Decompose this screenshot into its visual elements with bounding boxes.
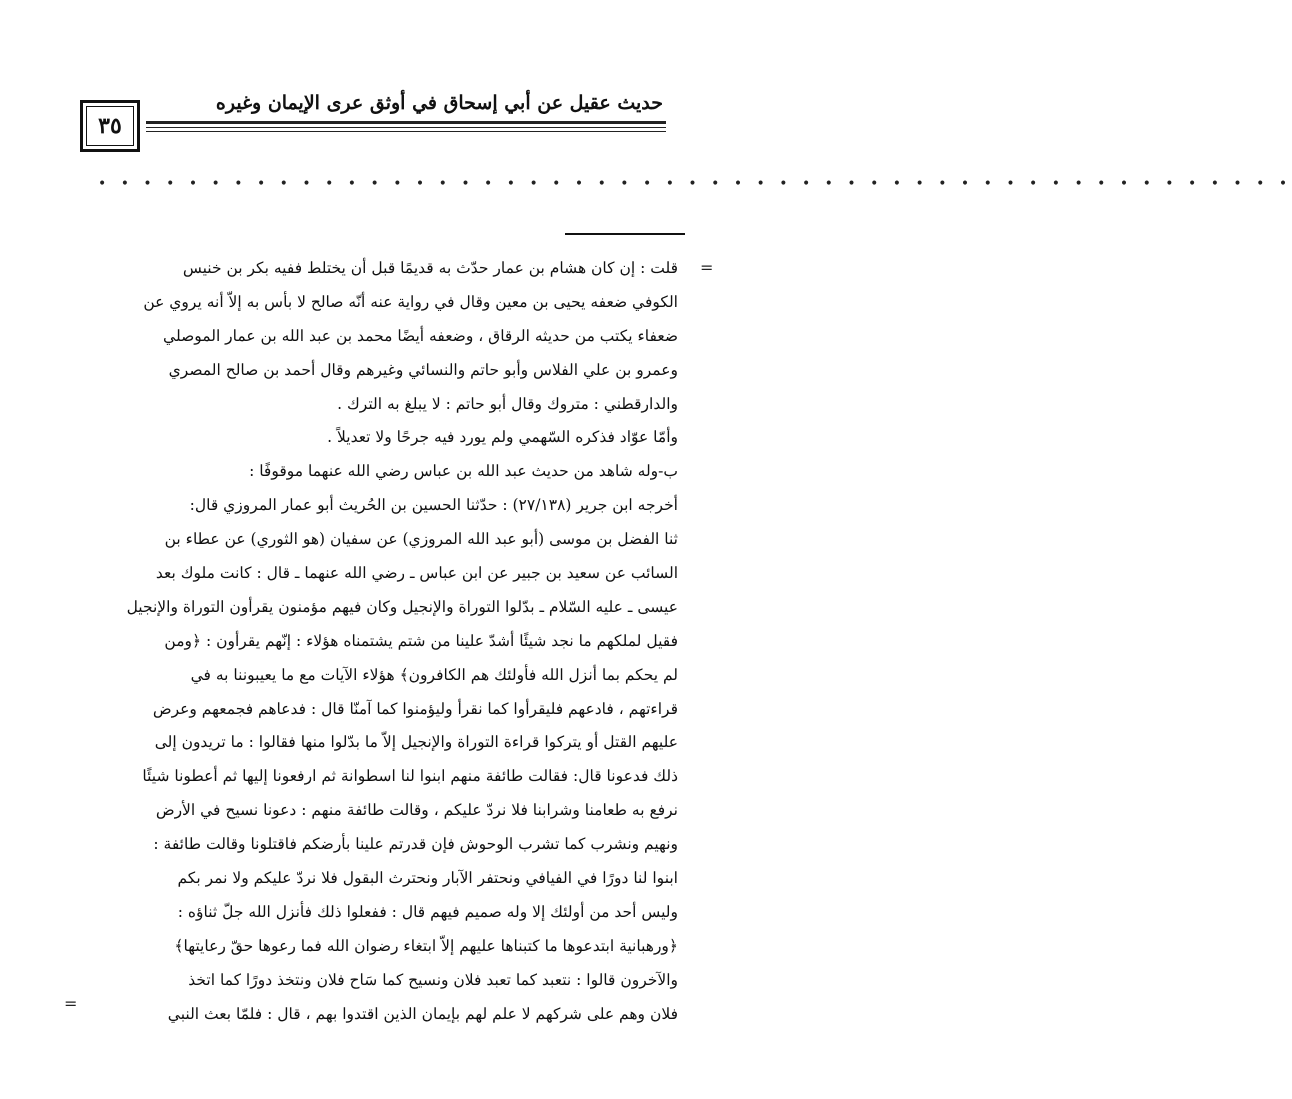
text-line: لم يحكم بما أنزل الله فأولئك هم الكافرون﴾ هؤلاء الآيات مع ما يعيبوننا به في [190, 665, 678, 684]
margin-mark-bottom: = [64, 994, 78, 1013]
text-line: ثنا الفضل بن موسى (أبو عبد الله المروزي) عن سفيان (هو الثوري) عن عطاء بن [164, 530, 678, 549]
margin-mark-top: = [700, 258, 714, 277]
text-line: فلان وهم على شركهم لا علم لهم بإيمان الذين اقتدوا بهم ، قال : فلمّا بعث النبي [167, 1004, 678, 1023]
text-line: ب-وله شاهد من حديث عبد الله بن عباس رضي الله عنهما موقوفًا : [249, 462, 678, 481]
header-rule-thick [146, 121, 666, 124]
page-number: ٣٥ [86, 106, 134, 146]
text-line: وليس أحد من أولئك إلا وله صميم فيهم قال : ففعلوا ذلك فأنزل الله جلّ ثناؤه : [177, 902, 678, 921]
text-line: ونهيم ونشرب كما تشرب الوحوش فإن قدرتم علينا بأرضكم فاقتلونا وقالت طائفة : [153, 835, 678, 854]
running-header-title: حديث عقيل عن أبي إسحاق في أوثق عرى الإيمان وغيره [215, 92, 663, 114]
text-line: ذلك فدعونا قال: فقالت طائفة منهم ابنوا لنا اسطوانة ثم ارفعونا إليها ثم أعطونا شيئًا [142, 767, 678, 786]
text-line: الكوفي ضعفه يحيى بن معين وقال في رواية عنه أنّه صالح لا بأس به إلاّ أنه يروي عن [143, 292, 678, 311]
header-rule-thin [146, 127, 666, 128]
text-line: فقيل لملكهم ما نجد شيئًا أشدّ علينا من شتم يشتمناه هؤلاء : إنّهم يقرأون : ﴿ومن [164, 631, 678, 650]
text-line: والدارقطني : متروك وقال أبو حاتم : لا يبلغ به الترك . [337, 394, 678, 413]
text-line: عيسى ـ عليه السّلام ـ بدّلوا التوراة والإنجيل وكان فيهم مؤمنون يقرأون التوراة والإنجيل [126, 597, 678, 616]
page-number-box [80, 100, 140, 152]
text-line: نرفع به طعامنا وشرابنا فلا نردّ عليكم ، وقالت طائفة منهم : دعونا نسيح في الأرض [155, 801, 678, 820]
main-text [92, 252, 678, 1031]
text-line: السائب عن سعيد بن جبير عن ابن عباس ـ رضي الله عنهما ـ قال : كانت ملوك بعد [155, 564, 678, 583]
text-line: عليهم القتل أو يتركوا قراءة التوراة والإنجيل إلاّ ما بدّلوا منها فقالوا : ما تريدون إلى [154, 733, 678, 752]
text-line: والآخرون قالوا : نتعبد كما تعبد فلان ونسيح كما سَاح فلان ونتخذ دورًا كما اتخذ [188, 970, 678, 989]
text-line: قلت : إن كان هشام بن عمار حدّث به قديمًا قبل أن يختلط ففيه بكر بن خنيس [182, 259, 678, 277]
text-line: قراءتهم ، فادعهم فليقرأوا كما نقرأ وليؤمنوا كما آمنّا قال : فدعاهم فجمعهم وعرض [152, 699, 678, 718]
text-line: ﴿ورهبانية ابتدعوها ما كتبناها عليهم إلاّ ابتغاء رضوان الله فما رعوها حقّ رعايتها﴾ [174, 936, 678, 955]
section-divider [565, 233, 685, 235]
header-rule-thin-lower [146, 131, 666, 132]
text-line: وعمرو بن علي الفلاس وأبو حاتم والنسائي وغيرهم وقال أحمد بن صالح المصري [168, 360, 678, 379]
dotted-separator: • • • • • • • • • • • • • • • • • • • • • • • • • • • • • • • • • • • • • • • • • • • • • • • • • • • • • [98, 176, 1292, 192]
text-line: أخرجه ابن جرير (٢٧/١٣٨) : حدّثنا الحسين بن الحُريث أبو عمار المروزي قال: [189, 496, 678, 515]
text-line: ضعفاء يكتب من حديثه الرقاق ، وضعفه أيضًا محمد بن عبد الله بن عمار الموصلي [163, 326, 678, 345]
text-line: وأمّا عوّاد فذكره السّهمي ولم يورد فيه جرحًا ولا تعديلاً . [327, 428, 678, 447]
text-line: ابنوا لنا دورًا في الفيافي ونحتفر الآبار ونحترث البقول فلا نردّ عليكم ولا نمر بكم [177, 869, 678, 888]
